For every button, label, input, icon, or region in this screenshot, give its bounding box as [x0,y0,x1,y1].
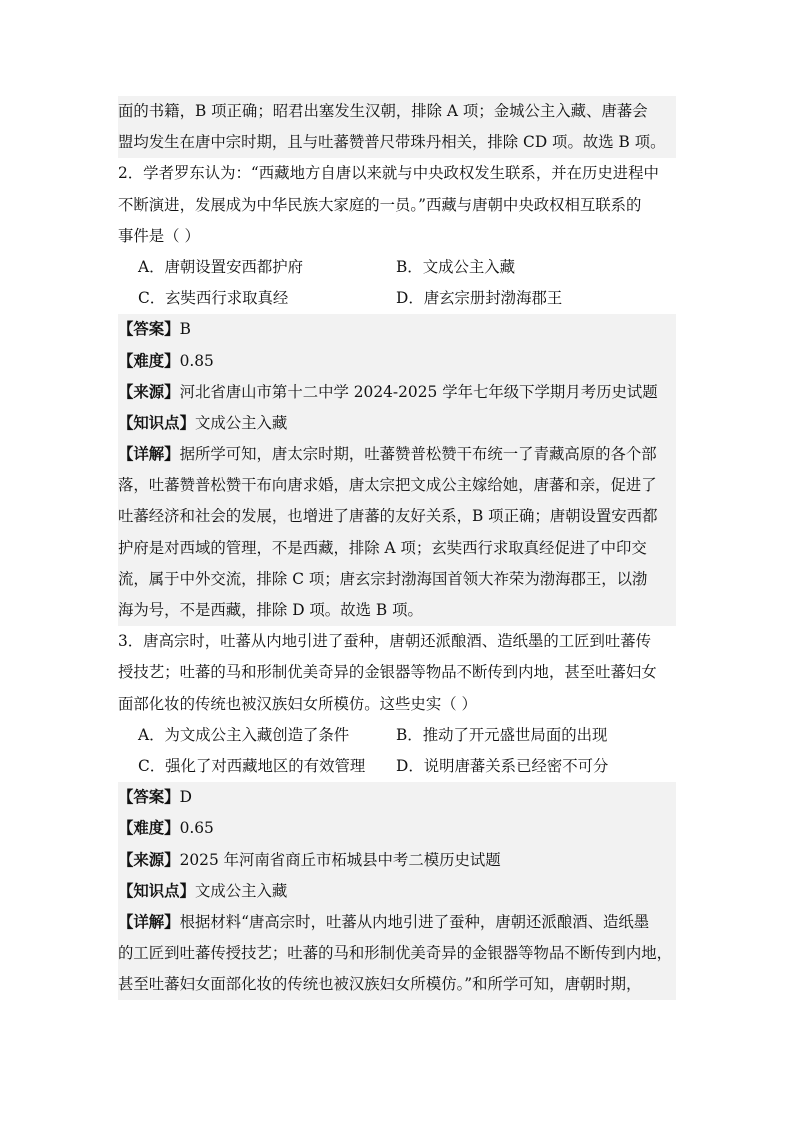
q3-option-c: C．强化了对西藏地区的有效管理 [138,756,366,775]
q3-options-row [118,751,676,782]
detail-label: 【详解】 [118,445,180,464]
q3-option-a: A．为文成公主入藏创造了条件 [138,725,350,744]
q2-option-c: C．玄奘西行求取真经 [138,289,289,308]
q2-knowledge-point [118,408,676,439]
difficulty-label: 【难度】 [118,351,180,370]
q1-detail-line: 盟均发生在唐中宗时期，且与吐蕃赞普尺带珠丹相关，排除 CD 项。故选 B 项。 [118,127,676,158]
q3-source [118,845,676,876]
detail-text: 据所学可知，唐太宗时期，吐蕃赞普松赞干布统一了青藏高原的各个部 [179,445,657,464]
q3-options-row [118,720,676,751]
difficulty-value: 0.85 [179,351,214,370]
knowledge-value: 文成公主入藏 [194,881,288,900]
q2-detail-line: 海为号，不是西藏，排除 D 项。故选 B 项。 [118,595,676,626]
q2-option-d: D．唐玄宗册封渤海郡王 [396,289,563,308]
q1-detail-line: 面的书籍，B 项正确；昭君出塞发生汉朝，排除 A 项；金城公主入藏、唐蕃会 [118,96,676,127]
q2-difficulty [118,346,676,377]
answer-label: 【答案】 [118,320,180,339]
q2-detail-line [118,439,676,470]
q2-answer [118,314,676,345]
q3-difficulty [118,813,676,844]
q2-source [118,377,676,408]
q3-stem-line: 面部化妆的传统也被汉族妇女所模仿。这些史实（ ） [118,694,477,713]
q2-option-a: A．唐朝设置安西都护府 [138,257,304,276]
detail-label: 【详解】 [118,912,180,931]
q2-stem-line: 不断演进，发展成为中华民族大家庭的一员。”西藏与唐朝中央政权相互联系的 [118,195,642,214]
q3-detail-line: 的工匠到吐蕃传授技艺；吐蕃的马和形制优美奇异的金银器等物品不断传到内地， [118,938,676,969]
q3-stem-line: 授技艺；吐蕃的马和形制优美奇异的金银器等物品不断传到内地，甚至吐蕃妇女 [118,663,657,682]
source-value: 河北省唐山市第十二中学 2024-2025 学年七年级下学期月考历史试题 [179,382,658,401]
difficulty-value: 0.65 [179,819,214,838]
q3-detail-line: 甚至吐蕃妇女面部化妆的传统也被汉族妇女所模仿。”和所学可知，唐朝时期， [118,969,676,1000]
q2-detail-line: 护府是对西域的管理，不是西藏，排除 A 项；玄奘西行求取真经促进了中印交 [118,533,676,564]
page-content [118,96,676,1000]
q3-option-d: D．说明唐蕃关系已经密不可分 [396,756,609,775]
q2-stem-line: 事件是（ ） [118,226,200,245]
q3-stem-line: 3．唐高宗时，吐蕃从内地引进了蚕种，唐朝还派酿酒、造纸墨的工匠到吐蕃传 [118,632,652,651]
answer-value: D [179,788,192,807]
detail-text: 根据材料“唐高宗时，吐蕃从内地引进了蚕种，唐朝还派酿酒、造纸墨 [179,912,650,931]
q3-knowledge-point [118,876,676,907]
q3-answer [118,782,676,813]
q2-options-row [118,283,676,314]
q3-option-b: B．推动了开元盛世局面的出现 [396,725,608,744]
q2-detail-line: 流，属于中外交流，排除 C 项；唐玄宗封渤海国首领大祚荣为渤海郡王，以渤 [118,564,676,595]
q2-stem-line: 2．学者罗东认为：“西藏地方自唐以来就与中央政权发生联系，并在历史进程中 [118,164,659,183]
source-value: 2025 年河南省商丘市柘城县中考二模历史试题 [179,850,501,869]
answer-value: B [179,320,191,339]
q2-detail-line: 落，吐蕃赞普松赞干布向唐求婚，唐太宗把文成公主嫁给她，唐蕃和亲，促进了 [118,470,676,501]
q3-detail-line [118,907,676,938]
source-label: 【来源】 [118,382,180,401]
q2-options-row [118,252,676,283]
knowledge-value: 文成公主入藏 [194,413,288,432]
difficulty-label: 【难度】 [118,819,180,838]
q2-option-b: B．文成公主入藏 [396,257,516,276]
source-label: 【来源】 [118,850,180,869]
knowledge-label: 【知识点】 [118,413,195,432]
answer-label: 【答案】 [118,788,180,807]
knowledge-label: 【知识点】 [118,881,195,900]
q2-detail-line: 吐蕃经济和社会的发展，也增进了唐蕃的友好关系，B 项正确；唐朝设置安西都 [118,501,676,532]
